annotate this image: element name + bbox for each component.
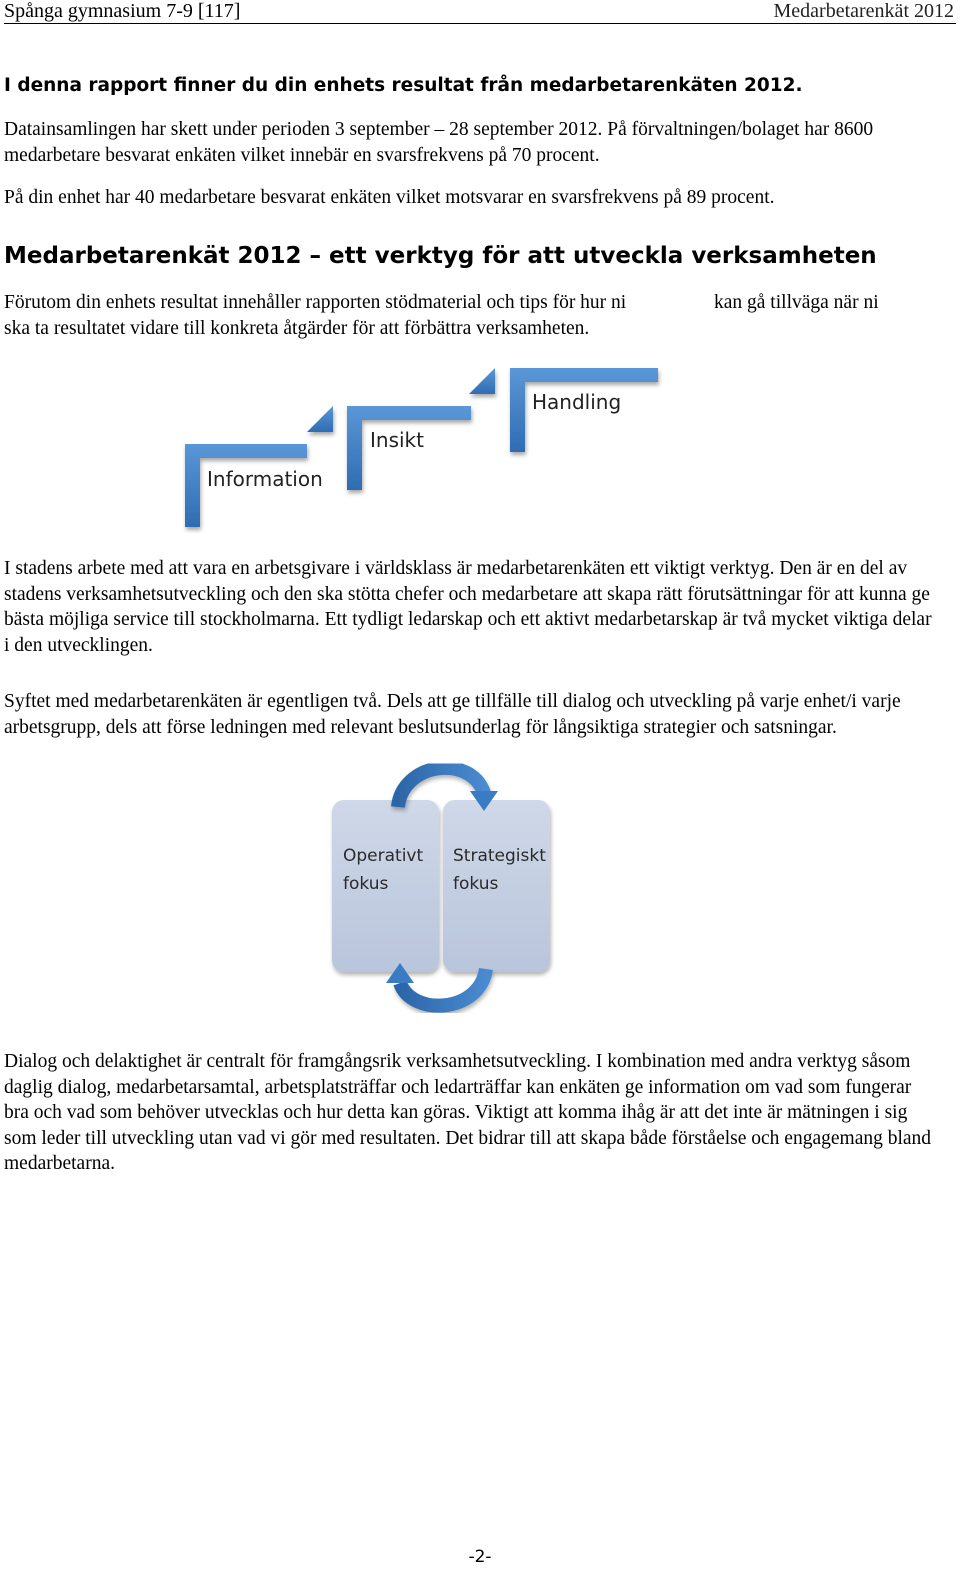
tool-paragraph-line1b: kan gå tillväga när ni: [714, 292, 879, 313]
intro-heading: I denna rapport finner du din enhets resultat från medarbetarenkäten 2012.: [4, 75, 803, 96]
paragraph-purpose: Syftet med medarbetarenkäten är egentligen två. Dels att ge tillfälle till dialog och utveckling på varje enhet/i varje arbetsgrupp, dels att förse ledningen med relevant beslutsunderlag för långsiktiga strategier och satsningar.: [4, 691, 901, 738]
strategiskt-label-line1: Strategiskt: [453, 846, 546, 866]
bottom-arc-arrow: [400, 969, 486, 1006]
step-label-handling: Handling: [532, 390, 622, 414]
paragraph-dialog: Dialog och delaktighet är centralt för framgångsrik verksamhetsutveckling. I kombination med andra verktyg såsom daglig dialog, medarbetarsamtal, arbetsplatsträffar och ledarträffar kan enkäten ge information om vad som fungerar bra och vad som behöver utvecklas och hur detta kan göras. Viktigt att komma ihåg är att det inte är mätningen i sig som leder till utveckling utan vad vi gör med resultaten. Det bidrar till att skapa både förståelse och engagemang bland medarbetarna.: [4, 1051, 932, 1174]
header-divider: [4, 23, 956, 24]
intro-paragraph-unit: På din enhet har 40 medarbetare besvarat enkäten vilket motsvarar en svarsfrekvens på 89 procent.: [4, 187, 775, 208]
header-report-title: Medarbetarenkät 2012: [773, 0, 954, 22]
tool-paragraph-line1a: Förutom din enhets resultat innehåller rapporten stödmaterial och tips för hur ni: [4, 292, 627, 313]
strategiskt-label-line2: fokus: [453, 874, 499, 894]
tool-paragraph-line2: ska ta resultatet vidare till konkreta åtgärder för att förbättra verksamheten.: [4, 318, 590, 339]
header-unit-name: Spånga gymnasium 7-9 [117]: [4, 0, 241, 22]
step-label-insikt: Insikt: [370, 428, 424, 452]
steps-diagram: [175, 362, 675, 537]
paragraph-world-class: I stadens arbete med att vara en arbetsgivare i världsklass är medarbetarenkäten ett viktigt verktyg. Den är en del av stadens verksamhetsutveckling och den ska stötta chefer och medarbetare att skapa rätt förutsättningar för att kunna ge bästa möjliga service till stockholmarna. Ett tydligt ledarskap och ett aktivt medarbetarskap är två mycket viktiga delar i den utvecklingen.: [4, 558, 932, 656]
operativt-label-line1: Operativt: [343, 846, 424, 866]
operativt-label-line2: fokus: [343, 874, 389, 894]
intro-paragraph-collection: Datainsamlingen har skett under perioden 3 september – 28 september 2012. På förvaltningen/bolaget har 8600 medarbetare besvarat enkäten vilket innebär en svarsfrekvens på 70 procent.: [4, 119, 874, 166]
step-label-information: Information: [207, 467, 323, 491]
page-number: -2-: [468, 1547, 492, 1567]
section-heading: Medarbetarenkät 2012 – ett verktyg för att utveckla verksamheten: [4, 243, 877, 269]
cycle-diagram: [320, 755, 565, 1015]
